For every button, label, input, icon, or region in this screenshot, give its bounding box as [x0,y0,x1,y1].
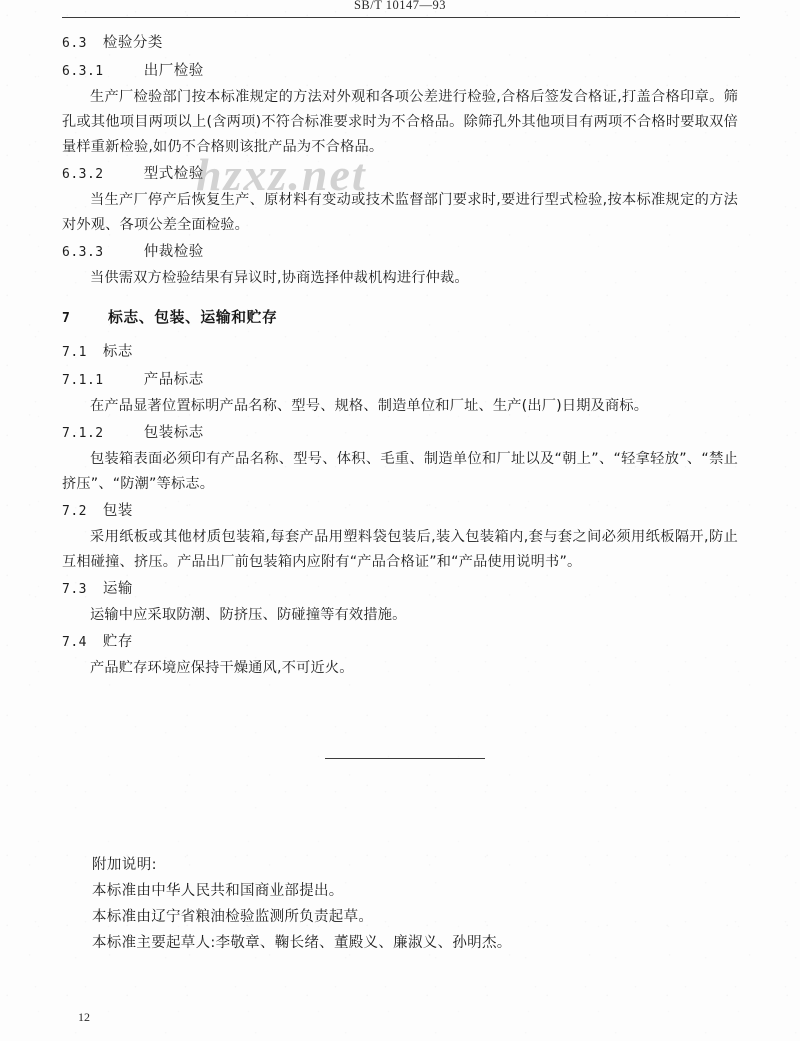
appendix-title: 附加说明: [92,857,157,873]
clause-7-2 [62,498,738,575]
clause-number: 7.3 [62,582,87,597]
paragraph: 生产厂检验部门按本标准规定的方法对外观和各项公差进行检验,合格后签发合格证,打盖合格印章。筛孔或其他项目两项以上(含两项)不符合标准要求时为不合格品。除筛孔外其他项目有两项不合格时要取双倍量样重新检验,如仍不合格则该批产品为不合格品。 [62,89,738,155]
page-header [0,0,800,20]
clause-7-1 [62,339,738,366]
clause-title: 检验分类 [102,35,163,51]
clause-title: 包装标志 [143,425,204,441]
clause-6-3 [62,30,738,57]
clause-title: 型式检验 [143,166,204,182]
header-divider [62,17,740,18]
clause-heading [62,161,738,188]
clause-heading [62,339,738,366]
section-heading-7 [62,304,738,333]
clause-title: 包装 [102,503,133,519]
clause-title: 出厂检验 [143,63,204,79]
watermark: hzxz.net [196,149,367,200]
clause-heading [62,30,738,57]
document-body [62,30,738,682]
clause-title: 仲裁检验 [143,244,204,260]
clause-title: 运输 [102,581,133,597]
appendix-note [92,852,712,956]
paragraph: 在产品显著位置标明产品名称、型号、规格、制造单位和厂址、生产(出厂)日期及商标。 [90,398,649,414]
page-number: 12 [78,1010,90,1024]
clause-heading [62,420,738,447]
clause-number: 7.1 [62,345,87,360]
clause-6-3-3 [62,239,738,291]
standard-code: SB/T 10147—93 [353,0,447,12]
clause-number: 6.3.2 [62,167,104,182]
clause-number: 6.3 [62,36,87,51]
clause-number: 7.2 [62,504,87,519]
clause-6-3-1 [62,58,738,160]
clause-heading [62,576,738,603]
paragraph: 当供需双方检验结果有异议时,协商选择仲裁机构进行仲裁。 [90,270,469,286]
clause-heading [62,367,738,394]
clause-7-1-2 [62,420,738,497]
clause-title: 标志 [102,344,133,360]
clause-number: 6.3.1 [62,64,104,79]
section-title-text: 标志、包装、运输和贮存 [108,309,278,326]
appendix-line: 本标准由辽宁省粮油检验监测所负责起草。 [92,909,374,925]
section-number: 7 [62,311,71,326]
clause-heading [62,58,738,85]
clause-heading [62,498,738,525]
clause-number: 7.1.1 [62,373,104,388]
appendix-line: 本标准由中华人民共和国商业部提出。 [92,883,344,899]
clause-number: 7.1.2 [62,426,104,441]
clause-7-1-1 [62,367,738,419]
paragraph: 运输中应采取防潮、防挤压、防碰撞等有效措施。 [90,607,407,623]
paragraph: 包装箱表面必须印有产品名称、型号、体积、毛重、制造单位和厂址以及“朝上”、“轻拿轻放”、“禁止挤压”、“防潮”等标志。 [62,451,738,492]
appendix-line: 本标准主要起草人:李敬章、鞠长绪、董殿义、廉淑义、孙明杰。 [92,935,512,951]
clause-title: 产品标志 [143,372,204,388]
clause-6-3-2 [62,161,738,238]
clause-7-4 [62,629,738,681]
clause-title: 贮存 [102,634,133,650]
clause-heading [62,629,738,656]
paragraph: 采用纸板或其他材质包装箱,每套产品用塑料袋包装后,装入包装箱内,套与套之间必须用纸板隔开,防止互相碰撞、挤压。产品出厂前包装箱内应附有“产品合格证”和“产品使用说明书”。 [62,529,738,570]
clause-number: 6.3.3 [62,245,104,260]
clause-heading [62,239,738,266]
spacer [62,292,738,304]
paragraph: 产品贮存环境应保持干燥通风,不可近火。 [90,660,354,676]
clause-number: 7.4 [62,635,87,650]
clause-7-3 [62,576,738,628]
paragraph: 当生产厂停产后恢复生产、原材料有变动或技术监督部门要求时,要进行型式检验,按本标准规定的方法对外观、各项公差全面检验。 [62,192,738,233]
section-divider [325,758,485,759]
